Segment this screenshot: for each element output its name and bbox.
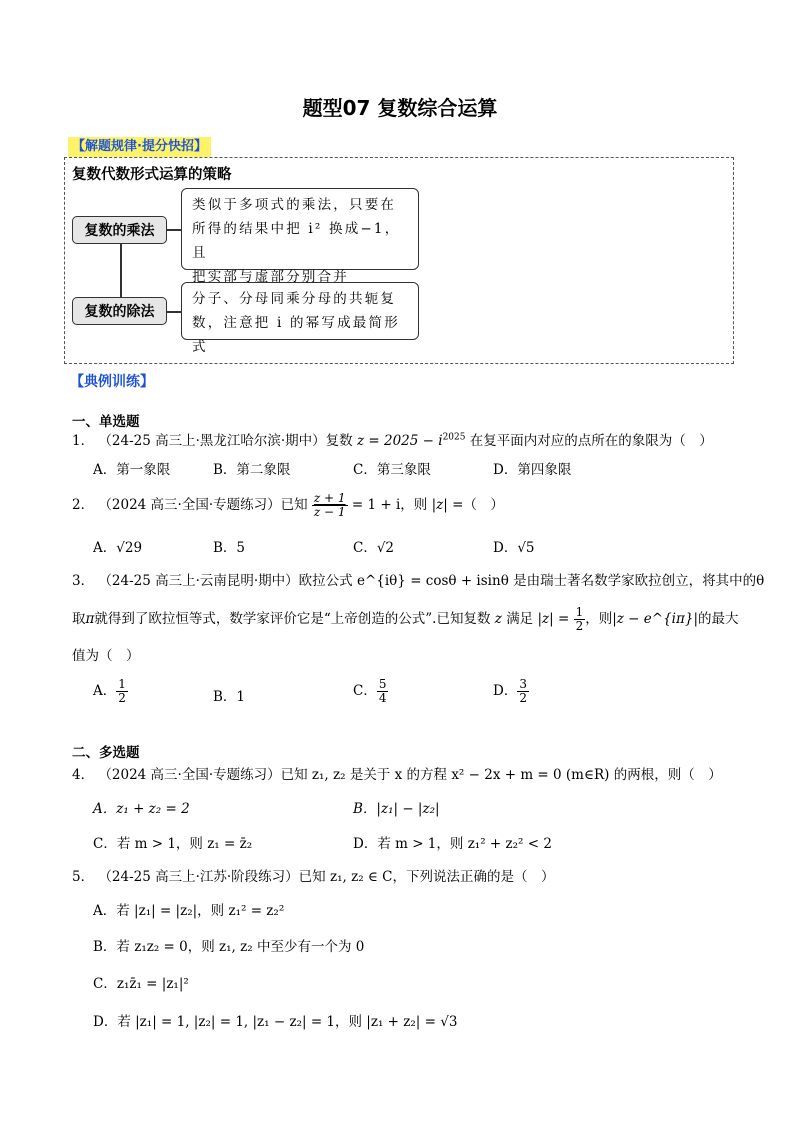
fraction-denominator: 2 <box>118 691 126 705</box>
connector-divide <box>166 311 182 313</box>
divide-method-box <box>72 297 167 325</box>
option-label: B． <box>213 689 237 705</box>
question-tail: =（ ） <box>452 497 504 513</box>
q3-option-a <box>93 678 128 705</box>
fraction-numerator: z + 1 <box>313 491 346 505</box>
q4-option-b: B．|z₁| − |z₂| <box>353 801 440 817</box>
question-text: ，则 <box>585 611 613 627</box>
tip-tag: 【解题规律·提分快招】 <box>68 137 211 157</box>
option-label: C． <box>353 683 377 699</box>
question-mid: = 1 + i，则 <box>351 497 428 513</box>
option-label: D． <box>493 683 518 699</box>
question-3-line-1 <box>72 569 764 589</box>
divide-method-label: 复数的除法 <box>84 304 155 320</box>
question-fraction <box>312 492 348 519</box>
question-formula: z = 2025 − i <box>356 433 443 449</box>
multiply-desc-box <box>181 188 419 285</box>
multiply-method-label: 复数的乘法 <box>84 223 155 239</box>
q5-option-a: A．若 |z₁| = |z₂|，则 z₁² = z₂² <box>93 903 285 919</box>
multiply-desc-line: 类似于多项式的乘法，只要在 <box>192 197 397 213</box>
question-abs: |z| <box>431 497 448 513</box>
q1-option-a: A．第一象限 <box>93 462 171 478</box>
question-3-line-2 <box>72 606 739 633</box>
question-number: 2． <box>72 497 95 513</box>
pi-symbol: π <box>85 611 95 627</box>
option-value: 1 <box>236 689 246 705</box>
half-fraction <box>574 606 586 633</box>
fraction-denominator: 2 <box>575 619 584 633</box>
question-4 <box>72 763 722 783</box>
q2-option-c: C．√2 <box>353 540 395 556</box>
divide-desc-box <box>181 282 419 355</box>
question-text: 取 <box>72 611 86 627</box>
abs-expression: |z − e^{iπ}| <box>612 611 699 627</box>
question-tail: 在复平面内对应的点所在的象限为（ ） <box>469 433 713 449</box>
q5-option-c: C．z₁z̄₁ = |z₁|² <box>93 976 189 992</box>
question-2 <box>72 492 504 519</box>
question-text: 的最大 <box>698 611 739 627</box>
question-number: 3． <box>72 573 95 589</box>
connector-multiply <box>166 229 182 231</box>
section-multi-choice: 二、多选题 <box>72 745 140 761</box>
question-number: 5． <box>72 869 95 885</box>
divide-desc-line: 数，注意把 i 的幂写成最简形式 <box>192 315 400 355</box>
divide-desc-line: 分子、分母同乘分母的共轭复 <box>192 291 397 307</box>
fraction-denominator: z − 1 <box>313 505 346 519</box>
q3-option-b <box>213 685 245 705</box>
question-text: 满足 <box>506 611 534 627</box>
multiply-method-box <box>72 216 167 244</box>
option-label: A． <box>93 683 117 699</box>
fraction-numerator: 1 <box>575 605 584 619</box>
section-single-choice: 一、单选题 <box>72 414 140 430</box>
q4-option-a: A．z₁ + z₂ = 2 <box>93 801 190 817</box>
q2-option-d: D．√5 <box>493 540 535 556</box>
option-fraction <box>116 678 128 705</box>
question-number: 1． <box>72 433 95 449</box>
option-fraction <box>377 678 389 705</box>
question-text: （2024 高三·全国·专题练习）已知 z₁, z₂ 是关于 x 的方程 x² − 2x + m = 0 (m∈R) 的两根，则（ ） <box>98 767 722 783</box>
examples-tag: 【典例训练】 <box>70 374 154 390</box>
abs-z: |z| = <box>537 611 570 627</box>
strategy-heading: 复数代数形式运算的策略 <box>72 167 232 183</box>
variable-z: z <box>494 611 502 627</box>
q2-option-b: B．5 <box>213 540 246 556</box>
fraction-denominator: 2 <box>519 691 527 705</box>
q1-option-d: D．第四象限 <box>493 462 572 478</box>
question-1 <box>72 429 713 449</box>
q4-option-c: C．若 m > 1，则 z₁ = z̄₂ <box>93 836 253 852</box>
q5-option-b: B．若 z₁z₂ = 0，则 z₁, z₂ 中至少有一个为 0 <box>93 939 365 955</box>
q5-option-d: D．若 |z₁| = 1, |z₂| = 1, |z₁ − z₂| = 1，则 |z₁ + z₂| = √3 <box>93 1014 458 1030</box>
multiply-desc-line: 所得的结果中把 i² 换成−1，且 <box>192 221 401 261</box>
fraction-numerator: 1 <box>118 677 126 691</box>
multiply-desc-line: 把实部与虚部分别合并 <box>192 269 349 285</box>
question-text: （24-25 高三上·江苏·阶段练习）已知 z₁, z₂ ∈ C，下列说法正确的是（ ） <box>98 869 555 885</box>
question-text: （24-25 高三上·云南昆明·期中）欧拉公式 e^{iθ} = cosθ + isinθ 是由瑞士著名数学家欧拉创立，将其中的θ <box>98 573 765 589</box>
question-number: 4． <box>72 767 95 783</box>
question-text: 就得到了欧拉恒等式，数学家评价它是“上帝创造的公式”.已知复数 <box>94 611 491 627</box>
question-3-line-3: 值为（ ） <box>72 648 140 664</box>
q3-option-c <box>353 678 388 705</box>
fraction-denominator: 4 <box>378 691 387 705</box>
question-source: （24-25 高三上·黑龙江哈尔滨·期中）复数 <box>98 433 353 449</box>
connector-vertical <box>120 242 122 297</box>
q3-option-d <box>493 678 529 705</box>
formula-exponent: 2025 <box>442 432 466 443</box>
q2-option-a: A．√29 <box>93 540 143 556</box>
fraction-numerator: 3 <box>519 677 527 691</box>
fraction-numerator: 5 <box>378 677 387 691</box>
page-title: 题型07 复数综合运算 <box>302 96 498 120</box>
q1-option-c: C．第三象限 <box>353 462 431 478</box>
q4-option-d: D．若 m > 1，则 z₁² + z₂² < 2 <box>353 836 552 852</box>
question-5 <box>72 865 555 885</box>
q1-option-b: B．第二象限 <box>213 462 291 478</box>
option-fraction <box>517 678 529 705</box>
question-source: （2024 高三·全国·专题练习）已知 <box>98 497 308 513</box>
